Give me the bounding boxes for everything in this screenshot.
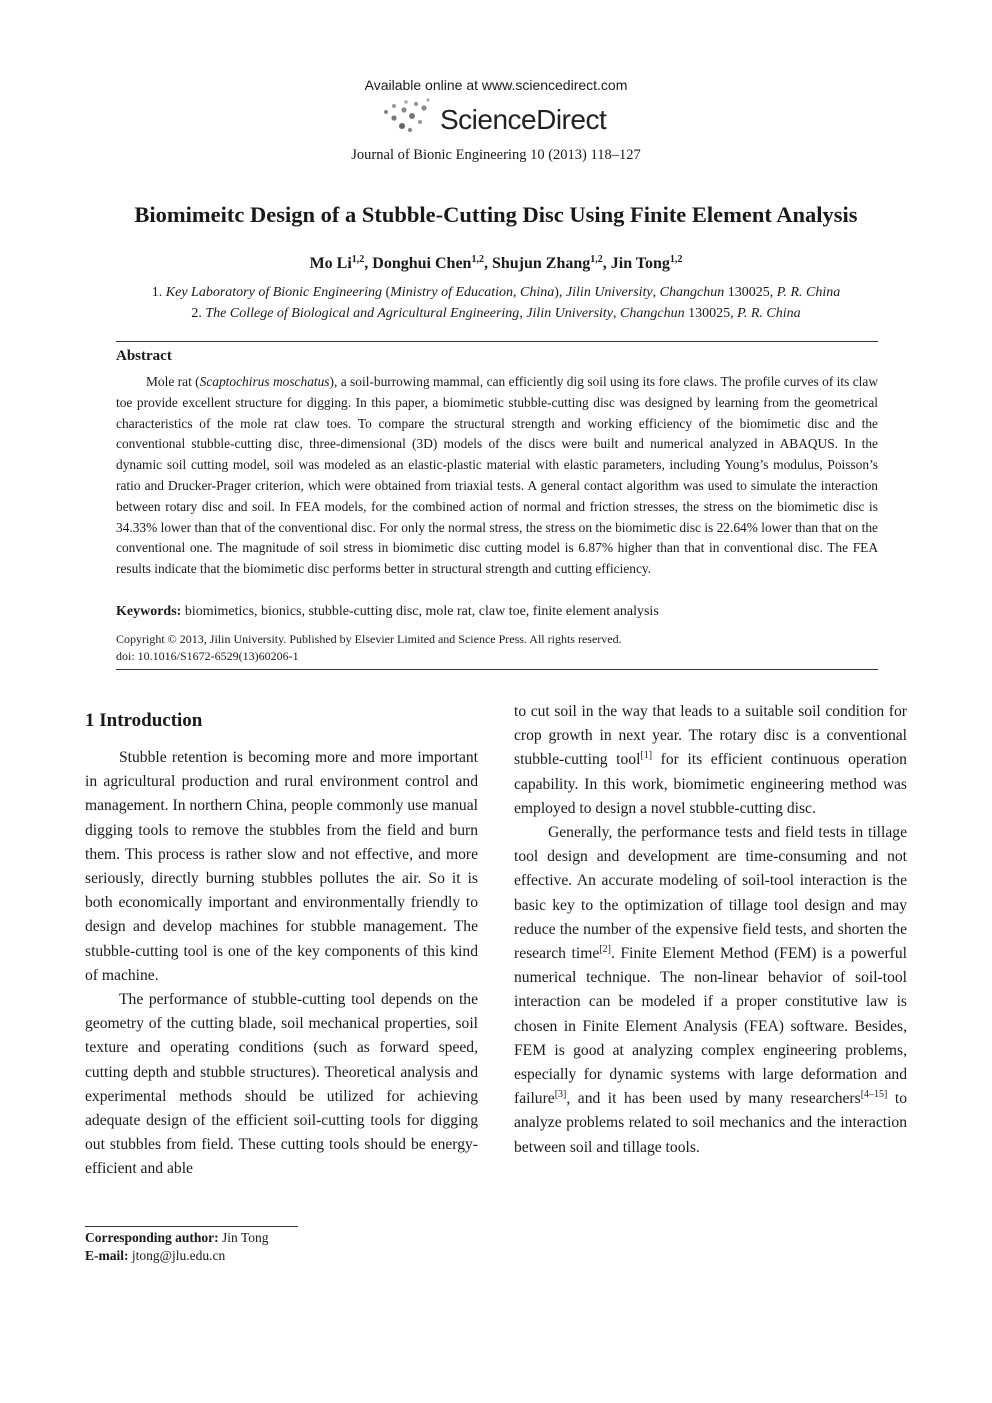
left-column <box>85 746 478 1182</box>
paragraph <box>514 821 907 1160</box>
sciencedirect-logo <box>380 98 620 138</box>
abstract-bottom-divider <box>116 669 878 670</box>
paragraph: Stubble retention is becoming more and more important in agricultural production and rural environment control and management. In northern China, people commonly use manual digging tools to remove the stubbles from the field and burn them. This process is rather slow and not effective, and more seriously, directly burning stubbles pollutes the air. So it is both economically important and environmentally friendly to design and develop machines for stubble management. The stubble-cutting tool is one of the key components of this kind of machine. <box>85 749 478 984</box>
author-name: Shujun Zhang <box>491 255 591 272</box>
affiliation-number: 1. <box>151 285 166 300</box>
author-name: Mo Li <box>309 255 352 272</box>
keywords <box>116 604 878 620</box>
sciencedirect-wordmark: ScienceDirect <box>440 104 607 135</box>
citation-ref: [1] <box>640 750 653 762</box>
abstract-text: Mole rat ( <box>146 374 200 389</box>
author-affil: 1,2 <box>669 254 683 265</box>
affiliation-lab: Key Laboratory of Bionic Engineering <box>165 285 382 300</box>
keywords-label: Keywords: <box>116 604 182 619</box>
copyright-text: Copyright © 2013, Jilin University. Published by Elsevier Limited and Science Press. All rights reserved. <box>116 632 622 646</box>
affiliation-city: Changchun <box>659 285 725 300</box>
citation-ref: [4–15] <box>860 1089 888 1101</box>
available-online-text: Available online at www.sciencedirect.com <box>364 77 628 93</box>
abstract-text: ), a soil-burrowing mammal, can efficiently dig soil using its fore claws. The profile curves of its claw toe provide excellent structure for digging. In this paper, a biomimetic stubble-cutting disc was designed by learning from the geometrical characteristics of the mole rat claw toes. To compare the structural strength and working efficiency of the biomimetic disc and the conventional stubble-cutting disc, three-dimensional (3D) models of the discs were built and numerical analyzed in ABAQUS. In the dynamic soil cutting model, soil was modeled as an elastic-plastic material with elastic parameters, including Young’s modulus, Poisson’s ratio and Drucker-Prager criterion, which were obtained from triaxial tests. A general contact algorithm was used to simulate the interaction between rotary disc and soil. In FEA models, for the combined action of normal and friction stresses, the stress on the biomimetic disc is 34.33% lower than that of the conventional disc. For only the normal stress, the stress on the biomimetic disc is 22.64% lower than that on the conventional one. The magnitude of soil stress in biomimetic disc cutting model is 6.87% higher than that in conventional disc. The FEA results indicate that the biomimetic disc performs better in structural strength and cutting efficiency. <box>116 374 879 577</box>
keywords-list: biomimetics, bionics, stubble-cutting disc, mole rat, claw toe, finite element analysis <box>181 604 659 619</box>
right-column <box>514 700 907 1160</box>
paragraph-text: for its efficient continuous operation capability. In this work, biomimetic engineering method was employed to design a novel stubble-cutting disc. <box>514 751 907 817</box>
paragraph-text: , and it has been used by many researchers <box>566 1090 861 1108</box>
doi-text: doi: 10.1016/S1672-6529(13)60206-1 <box>116 649 299 663</box>
author-affil: 1,2 <box>351 254 365 265</box>
paragraph-text: Generally, the performance tests and field tests in tillage tool design and development are time-consuming and not effective. An accurate modeling of soil-tool interaction is the basic key to the optimization of tillage tool design and may reduce the number of the expensive field tests, and shorten the research time <box>514 824 907 963</box>
corresponding-author-name: Jin Tong <box>218 1230 269 1245</box>
section-heading: 1 Introduction <box>85 710 203 731</box>
email-address: jtong@jlu.edu.cn <box>128 1248 226 1263</box>
citation-ref: [3] <box>554 1089 567 1101</box>
paragraph-text: . Finite Element Method (FEM) is a powerful numerical technique. The non-linear behavior of soil-tool interaction can be modeled if a proper constitutive law is chosen in Finite Element Analysis (FEA) software. Besides, FEM is good at analyzing complex engineering problems, especially for dynamic systems with large deformation and failure <box>514 945 907 1108</box>
journal-citation: Journal of Bionic Engineering 10 (2013) 118–127 <box>351 147 641 163</box>
affiliation-country: China <box>520 285 555 300</box>
affiliation-country: P. R. China <box>776 285 841 300</box>
affiliation-city: Changchun <box>620 306 685 321</box>
citation-ref: [2] <box>599 944 611 956</box>
paragraph-text: to cut soil in the way that leads to a suitable soil condition for crop growth in next year. The rotary disc is a conventional stubble-cutting tool <box>514 703 907 769</box>
copyright-block <box>116 631 878 665</box>
affiliation-college: The College of Biological and Agricultural Engineering <box>205 306 520 321</box>
affiliation-number: 2. <box>191 306 206 321</box>
paper-title: Biomimeitc Design of a Stubble-Cutting Disc Using Finite Element Analysis <box>134 202 858 227</box>
author-affil: 1,2 <box>590 254 603 265</box>
author-name: Donghui Chen <box>372 255 472 272</box>
paragraph-text: to analyze problems related to soil mechanics and the interaction between soil and tillage tools. <box>514 1090 907 1156</box>
affiliation-ministry: Ministry of Education <box>390 285 514 300</box>
affiliation-1: 1. Key Laboratory of Bionic Engineering (Ministry of Education, China), Jilin University, Changchun 130025, P. R. China <box>151 285 841 300</box>
abstract-heading: Abstract <box>116 348 172 364</box>
affiliation-postcode: 130025, <box>684 306 738 321</box>
affiliation-postcode: 130025, <box>724 285 777 300</box>
author-list: Mo Li$^{1,2}$, Donghui Chen$^{1,2}$, Shujun Zhang$^{1,2}$, Jin Tong$^{1,2}$ <box>309 254 683 272</box>
author-name: Jin Tong <box>610 255 670 272</box>
affiliation-university: Jilin University <box>526 306 614 321</box>
affiliation-country: P. R. China <box>737 306 801 321</box>
abstract-species: Scaptochirus moschatus <box>199 374 330 389</box>
footnote-divider <box>85 1226 298 1227</box>
abstract-top-divider <box>116 341 878 342</box>
paragraph: The performance of stubble-cutting tool depends on the geometry of the cutting blade, soil mechanical properties, soil texture and operating conditions (such as forward speed, cutting depth and stubble structures). Theoretical analysis and experimental methods should be utilized for achieving adequate design of the efficient soil-cutting tools for digging out stubbles from field. These cutting tools should be energy-efficient and able <box>85 991 478 1178</box>
abstract-body <box>116 372 878 580</box>
corresponding-author-label: Corresponding author: <box>85 1230 219 1245</box>
affiliation-2: 2. The College of Biological and Agricultural Engineering, Jilin University, Changchun 130025, P. R. China <box>191 306 801 321</box>
author-affil: 1,2 <box>471 254 484 265</box>
email-label: E-mail: <box>85 1248 129 1263</box>
sciencedirect-dots-icon <box>380 98 440 138</box>
footnote <box>85 1229 268 1265</box>
affiliation-university: Jilin University <box>565 285 653 300</box>
paragraph <box>514 700 907 821</box>
